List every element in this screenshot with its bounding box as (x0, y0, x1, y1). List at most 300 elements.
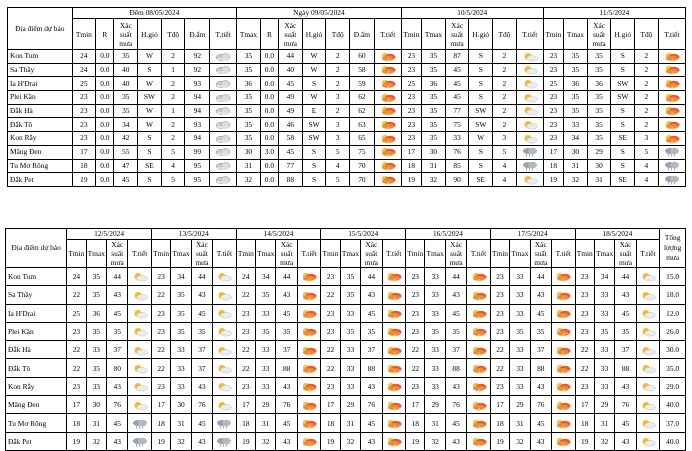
rain-icon (215, 419, 233, 429)
table-row (6, 304, 686, 322)
forecast-weather (382, 322, 406, 340)
table-row (6, 341, 686, 359)
forecast-value: 37 (107, 341, 128, 359)
night-value: 0.0 (96, 173, 114, 187)
total-rain-header: Tổng lượng mưa (660, 229, 686, 268)
day10-value: 76 (445, 145, 469, 159)
col-header: T.tiết (467, 240, 491, 268)
forecast-weather (382, 359, 406, 377)
day10-value: 4 (493, 159, 517, 173)
forecast-value: 23 (67, 322, 86, 340)
day11-value: 29 (587, 145, 611, 159)
forecast-weather (636, 432, 660, 450)
day10-value: 85 (445, 159, 469, 173)
forecast-value: 88 (276, 359, 297, 377)
forecast-value: 23 (490, 322, 509, 340)
total-rain-value: 12.0 (660, 304, 686, 322)
forecast-table-2 (5, 228, 686, 451)
date-header: 12/5/2024 (67, 229, 152, 240)
forecast-value: 45 (445, 304, 466, 322)
storm-icon (554, 419, 572, 429)
forecast-value: 32 (594, 432, 614, 450)
forecast-value: 45 (361, 304, 382, 322)
storm-icon (385, 364, 403, 374)
col-header: Tmax (594, 240, 614, 268)
forecast-value: 17 (321, 396, 340, 414)
forecast-value: 23 (575, 268, 594, 286)
day-weather (374, 91, 401, 105)
storm-icon (663, 65, 681, 75)
forecast-value: 18 (236, 414, 255, 432)
night-weather (210, 145, 237, 159)
forecast-value: 32 (171, 432, 191, 450)
forecast-value: 44 (530, 268, 551, 286)
day-value: 35 (237, 50, 261, 64)
storm-icon (385, 309, 403, 319)
forecast-value: 35 (510, 322, 530, 340)
day11-value: 35 (587, 118, 611, 132)
sun-cloud-icon (131, 364, 149, 374)
night-value: 0.0 (96, 50, 114, 64)
table-row (8, 63, 686, 77)
forecast-weather (552, 359, 576, 377)
day11-weather (658, 63, 685, 77)
sun-cloud-icon (639, 437, 657, 447)
col-header: H.gió (469, 19, 493, 50)
night-value: 0.0 (96, 145, 114, 159)
table-row (8, 104, 686, 118)
forecast-weather (128, 341, 152, 359)
day-value: 3 (326, 91, 350, 105)
day10-value: 77 (445, 104, 469, 118)
rain-icon (663, 175, 681, 185)
day10-value: 35 (422, 104, 446, 118)
forecast-weather (552, 432, 576, 450)
sun-cloud-icon (131, 401, 149, 411)
night-value: S (138, 173, 162, 187)
forecast-value: 23 (151, 377, 170, 395)
forecast-value: 35 (425, 322, 445, 340)
storm-icon (379, 106, 397, 116)
day-value: 60 (350, 50, 375, 64)
day10-value: S (469, 63, 493, 77)
day-value: 5 (326, 173, 350, 187)
forecast-weather (297, 304, 321, 322)
storm-icon (470, 346, 488, 356)
night-value: 5 (161, 173, 185, 187)
forecast-value: 33 (340, 359, 360, 377)
col-header: Xác suất mưa (276, 240, 297, 268)
forecast-value: 23 (490, 377, 509, 395)
forecast-weather (297, 286, 321, 304)
forecast-weather (467, 304, 491, 322)
day-value: 35 (237, 118, 261, 132)
day-value: 35 (237, 91, 261, 105)
forecast-value: 19 (321, 432, 340, 450)
forecast-value: 35 (276, 322, 297, 340)
sun-cloud-icon (639, 346, 657, 356)
forecast-value: 88 (445, 359, 466, 377)
forecast-value: 23 (236, 304, 255, 322)
table-row (8, 50, 686, 64)
forecast-weather (467, 396, 491, 414)
day11-value: 25 (543, 77, 563, 91)
day11-value: 23 (543, 50, 563, 64)
day10-value: 23 (401, 91, 421, 105)
day10-value: 35 (422, 118, 446, 132)
forecast-value: 44 (276, 268, 297, 286)
forecast-weather (128, 377, 152, 395)
day11-weather (658, 145, 685, 159)
night-value: 35 (114, 104, 138, 118)
day11-value: 4 (635, 173, 659, 187)
location-name: Kon Rẫy (8, 132, 73, 146)
rain-icon (131, 437, 149, 447)
storm-icon (300, 419, 318, 429)
day-value: 0.0 (260, 63, 278, 77)
night-value: 2 (161, 132, 185, 146)
day-value: 35 (237, 132, 261, 146)
table-row (6, 432, 686, 450)
date-group-header: Đêm 08/05/2024 (72, 8, 237, 19)
night-weather (210, 173, 237, 187)
sun-cloud-icon (639, 401, 657, 411)
day10-value: 17 (401, 145, 421, 159)
storm-icon (663, 52, 681, 62)
forecast-value: 76 (530, 396, 551, 414)
night-value: 2 (161, 77, 185, 91)
col-header: Tmin (406, 240, 425, 268)
forecast-weather (213, 359, 237, 377)
day-value: 75 (350, 145, 375, 159)
day10-value: 23 (401, 132, 421, 146)
day-value: 58 (350, 63, 375, 77)
forecast-weather (382, 268, 406, 286)
day11-value: SW (611, 77, 635, 91)
col-header: Tmax (422, 19, 446, 50)
storm-icon (385, 437, 403, 447)
night-value: 1 (161, 63, 185, 77)
forecast-value: 23 (575, 304, 594, 322)
forecast-weather (213, 304, 237, 322)
location-name: Plei Kần (6, 322, 67, 340)
col-header: H.gió (611, 19, 635, 50)
forecast-value: 33 (594, 341, 614, 359)
forecast-weather (467, 359, 491, 377)
day-weather (374, 63, 401, 77)
day-value: 31 (237, 159, 261, 173)
storm-icon (554, 327, 572, 337)
location-name: Kon Tum (6, 268, 67, 286)
forecast-value: 33 (425, 304, 445, 322)
day-value: 40 (279, 63, 303, 77)
forecast-value: 35 (256, 286, 276, 304)
forecast-value: 18 (151, 414, 170, 432)
forecast-value: 30 (86, 396, 106, 414)
storm-icon (470, 291, 488, 301)
sun-cloud-icon (521, 79, 539, 89)
forecast-value: 45 (530, 304, 551, 322)
forecast-value: 19 (575, 432, 594, 450)
day-value: 70 (350, 173, 375, 187)
night-value: 17 (72, 145, 96, 159)
forecast-value: 31 (86, 414, 106, 432)
storm-icon (554, 346, 572, 356)
day-value: 0.0 (260, 77, 278, 91)
forecast-value: 22 (151, 286, 170, 304)
forecast-weather (552, 322, 576, 340)
forecast-value: 37 (445, 341, 466, 359)
rain-icon (215, 437, 233, 447)
day11-value: 35 (564, 63, 588, 77)
forecast-value: 22 (236, 359, 255, 377)
storm-icon (663, 79, 681, 89)
forecast-value: 31 (510, 414, 530, 432)
day10-value: 2 (493, 50, 517, 64)
storm-icon (470, 401, 488, 411)
storm-icon (385, 419, 403, 429)
day-value: 3 (326, 132, 350, 146)
night-value: 24 (72, 50, 96, 64)
forecast-value: 22 (406, 341, 425, 359)
forecast-value: 33 (425, 286, 445, 304)
day-value: 49 (279, 91, 303, 105)
day11-value: SE (611, 173, 635, 187)
forecast-weather (128, 268, 152, 286)
col-header: T.tiết (636, 240, 660, 268)
forecast-value: 37 (530, 341, 551, 359)
sun-cloud-icon (131, 346, 149, 356)
forecast-value: 35 (171, 322, 191, 340)
night-value: S (138, 132, 162, 146)
day10-value: 87 (445, 50, 469, 64)
forecast-weather (382, 341, 406, 359)
night-weather (210, 63, 237, 77)
day11-weather (658, 173, 685, 187)
forecast-weather (213, 268, 237, 286)
forecast-value: 17 (67, 396, 86, 414)
forecast-value: 31 (594, 414, 614, 432)
forecast-value: 43 (191, 286, 212, 304)
forecast-value: 45 (361, 414, 382, 432)
forecast-value: 18 (575, 414, 594, 432)
day11-value: 23 (543, 104, 563, 118)
rain-icon (131, 419, 149, 429)
forecast-value: 45 (615, 414, 636, 432)
forecast-value: 23 (151, 322, 170, 340)
forecast-value: 23 (490, 268, 509, 286)
sun-cloud-icon (639, 309, 657, 319)
table-row (6, 322, 686, 340)
forecast-value: 22 (321, 286, 340, 304)
sun-cloud-icon (521, 93, 539, 103)
forecast-value: 32 (86, 432, 106, 450)
forecast-value: 17 (236, 396, 255, 414)
forecast-value: 34 (256, 268, 276, 286)
day11-value: 18 (543, 159, 563, 173)
night-value: 25 (72, 77, 96, 91)
sun-cloud-icon (639, 364, 657, 374)
forecast-value: 33 (425, 268, 445, 286)
table-row (8, 132, 686, 146)
location-name: Sa Thầy (6, 286, 67, 304)
forecast-value: 43 (107, 377, 128, 395)
forecast-value: 29 (425, 396, 445, 414)
col-header: T.tiết (658, 19, 685, 50)
forecast-weather (128, 432, 152, 450)
day11-value: 35 (587, 63, 611, 77)
night-value: 93 (185, 77, 210, 91)
col-header: Tmax (425, 240, 445, 268)
forecast-value: 45 (107, 414, 128, 432)
day-value: 58 (279, 132, 303, 146)
forecast-value: 43 (276, 377, 297, 395)
forecast-value: 43 (445, 377, 466, 395)
night-value: 40 (114, 77, 138, 91)
forecast-weather (467, 286, 491, 304)
forecast-value: 33 (340, 341, 360, 359)
day-value: 2 (326, 63, 350, 77)
forecast-weather (213, 377, 237, 395)
sun-cloud-icon (639, 419, 657, 429)
col-header: R (96, 19, 114, 50)
day11-value: 17 (543, 145, 563, 159)
day10-value: 3 (493, 132, 517, 146)
sun-cloud-icon (639, 327, 657, 337)
day11-weather (658, 159, 685, 173)
day10-value: SE (469, 173, 493, 187)
table-row (6, 396, 686, 414)
location-header: Địa điểm dự báo (6, 229, 67, 268)
forecast-value: 23 (406, 268, 425, 286)
storm-icon (300, 272, 318, 282)
forecast-value: 23 (490, 304, 509, 322)
location-name: Đắk Pet (6, 432, 67, 450)
location-name: Sa Thầy (8, 63, 73, 77)
col-header: T.tiết (382, 240, 406, 268)
forecast-value: 35 (86, 286, 106, 304)
night-value: 23 (72, 104, 96, 118)
forecast-value: 29 (594, 396, 614, 414)
night-value: 0.0 (96, 159, 114, 173)
day11-value: 35 (564, 104, 588, 118)
date-header: 13/5/2024 (151, 229, 236, 240)
forecast-value: 23 (67, 377, 86, 395)
forecast-weather (467, 341, 491, 359)
forecast-value: 43 (530, 432, 551, 450)
forecast-value: 23 (321, 304, 340, 322)
forecast-value: 23 (490, 286, 509, 304)
forecast-weather (552, 377, 576, 395)
forecast-value: 32 (510, 432, 530, 450)
night-value: 24 (72, 63, 96, 77)
storm-icon (379, 134, 397, 144)
forecast-value: 35 (256, 322, 276, 340)
forecast-value: 43 (445, 432, 466, 450)
forecast-value: 17 (575, 396, 594, 414)
forecast-value: 24 (67, 268, 86, 286)
forecast-weather (382, 396, 406, 414)
day11-value: 30 (564, 145, 588, 159)
day-value: 36 (237, 77, 261, 91)
forecast-weather (128, 414, 152, 432)
forecast-weather (382, 377, 406, 395)
day11-value: 35 (564, 91, 588, 105)
location-name: Tu Mơ Rông (8, 159, 73, 173)
forecast-value: 18 (406, 414, 425, 432)
storm-icon (470, 364, 488, 374)
forecast-value: 33 (86, 341, 106, 359)
forecast-value: 31 (425, 414, 445, 432)
day-value: W (302, 50, 326, 64)
location-name: Đắk Hà (8, 104, 73, 118)
day-value: 2 (326, 104, 350, 118)
storm-icon (554, 309, 572, 319)
day10-weather (516, 118, 543, 132)
day10-value: SW (469, 104, 493, 118)
forecast-weather (297, 396, 321, 414)
day11-value: 19 (543, 173, 563, 187)
location-header: Địa điểm dự báo (8, 8, 73, 50)
forecast-value: 35 (171, 304, 191, 322)
forecast-value: 36 (86, 304, 106, 322)
forecast-value: 35 (340, 268, 360, 286)
forecast-weather (552, 304, 576, 322)
col-header: Xác suất mưa (615, 240, 636, 268)
forecast-value: 44 (445, 268, 466, 286)
col-header: Xác suất mưa (445, 19, 469, 50)
total-rain-value: 26.0 (660, 322, 686, 340)
total-rain-value: 40.0 (660, 396, 686, 414)
day-value: SW (302, 118, 326, 132)
forecast-value: 17 (490, 396, 509, 414)
forecast-value: 43 (191, 432, 212, 450)
forecast-value: 22 (151, 359, 170, 377)
forecast-value: 43 (615, 286, 636, 304)
forecast-value: 33 (510, 359, 530, 377)
rain-icon (521, 161, 539, 171)
sun-cloud-icon (131, 327, 149, 337)
day11-value: 33 (564, 118, 588, 132)
night-value: 40 (114, 63, 138, 77)
forecast-value: 43 (191, 377, 212, 395)
day-weather (374, 159, 401, 173)
forecast-weather (636, 377, 660, 395)
day10-value: 36 (422, 77, 446, 91)
day10-value: 45 (445, 63, 469, 77)
storm-icon (379, 175, 397, 185)
sun-cloud-icon (521, 52, 539, 62)
day10-value: 2 (493, 118, 517, 132)
forecast-weather (636, 304, 660, 322)
col-header: Tmax (256, 240, 276, 268)
day11-value: 2 (635, 91, 659, 105)
forecast-value: 22 (575, 359, 594, 377)
forecast-value: 33 (510, 304, 530, 322)
forecast-value: 23 (321, 377, 340, 395)
day10-value: 35 (422, 132, 446, 146)
col-header: H.gió (302, 19, 326, 50)
col-header: Xác suất mưa (587, 19, 611, 50)
night-value: 34 (114, 118, 138, 132)
day-value: 35 (237, 104, 261, 118)
day10-value: S (469, 77, 493, 91)
forecast-value: 45 (530, 414, 551, 432)
night-value: 18 (72, 159, 96, 173)
forecast-weather (213, 432, 237, 450)
forecast-value: 33 (256, 304, 276, 322)
forecast-weather (467, 432, 491, 450)
